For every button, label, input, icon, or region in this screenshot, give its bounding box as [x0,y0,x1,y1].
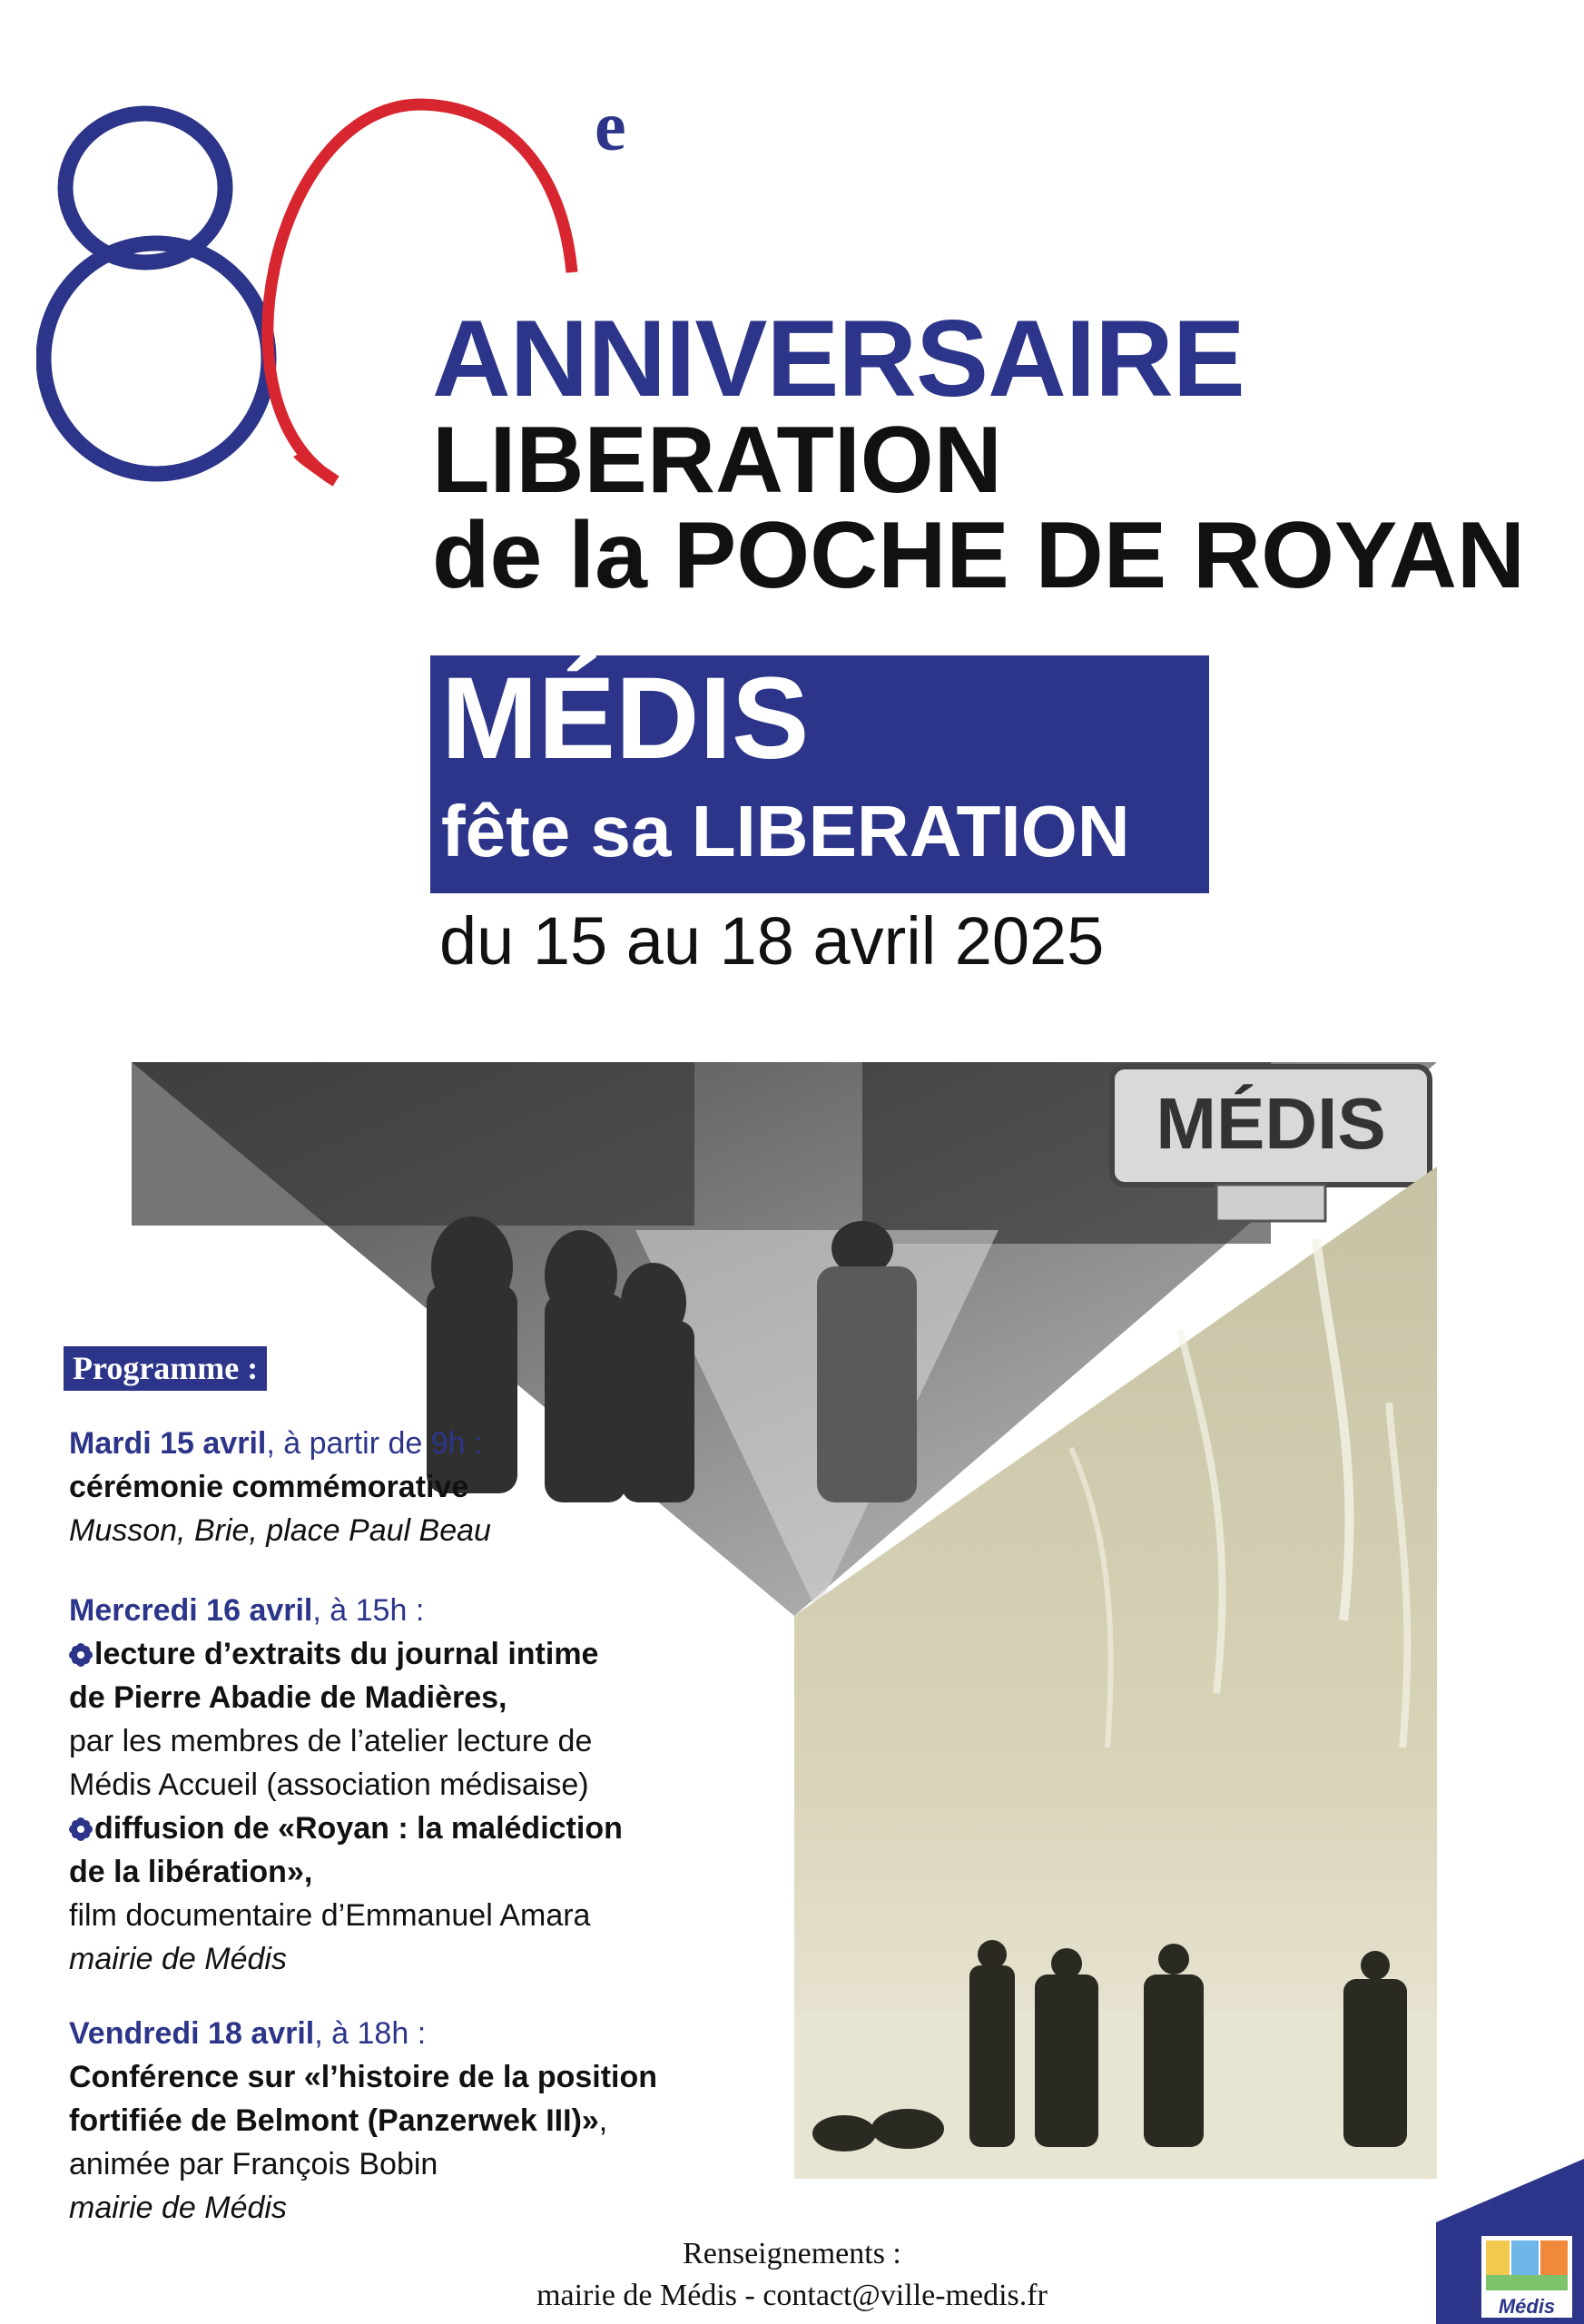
banner-subtitle [441,791,1130,872]
event-dates: du 15 au 18 avril 2025 [439,903,1105,979]
event-time: , à 15h : [312,1593,425,1628]
sign-text: MÉDIS [1156,1083,1386,1164]
flower-bullet-icon [69,1643,93,1667]
medis-logo [1436,2159,1584,2324]
event-desc: animée par François Bobin [69,2147,438,2181]
event-item-title: lecture d’extraits du journal intime [94,1637,599,1671]
event-time: , à 18h : [314,2016,427,2051]
event-place: mairie de Médis [69,1942,287,1976]
event-item-desc: film documentaire d’Emmanuel Amara [69,1898,591,1933]
footer-heading: Renseignements : [683,2237,901,2270]
footer [0,2233,1584,2317]
event-title-cont: fortifiée de Belmont (Panzerwek III)» [69,2103,599,2138]
event-day: Vendredi 18 avril [69,2016,315,2051]
event-time: , à partir de 9h : [266,1426,483,1461]
event-item-title-cont: de Pierre Abadie de Madières, [69,1680,507,1715]
event-title: cérémonie commémorative [69,1470,469,1504]
flower-bullet-icon [69,1817,93,1841]
event-day: Mardi 15 avril [69,1426,267,1461]
event-mercredi [69,1589,623,1981]
event-vendredi [69,2012,657,2230]
banner-title: MÉDIS [441,654,810,783]
title-anniversaire: ANNIVERSAIRE [432,298,1245,419]
programme-heading: Programme : [64,1346,267,1391]
title-liberation: LIBERATION [432,408,1002,513]
event-item-desc-cont: Médis Accueil (association médisaise) [69,1768,589,1802]
event-item-desc: par les membres de l’atelier lecture de [69,1724,593,1758]
event-day: Mercredi 16 avril [69,1593,313,1628]
event-place: mairie de Médis [69,2191,287,2225]
event-title-punct: , [598,2103,608,2138]
event-title: Conférence sur «l’histoire de la position [69,2060,658,2094]
event-item-title-cont: de la libération», [69,1855,313,1889]
event-item-title: diffusion de «Royan : la malédiction [94,1811,623,1846]
banner-subtitle-b: LIBERATION [691,791,1130,872]
footer-contact: mairie de Médis - contact@ville-medis.fr [536,2279,1048,2312]
ordinal-superscript: e [595,86,626,165]
event-mardi [69,1422,491,1552]
banner-subtitle-a: fête sa [441,791,692,872]
logo-text: Médis [1498,2295,1556,2318]
title-poche-de-royan: de la POCHE DE ROYAN [432,503,1526,608]
event-place: Musson, Brie, place Paul Beau [69,1513,491,1548]
